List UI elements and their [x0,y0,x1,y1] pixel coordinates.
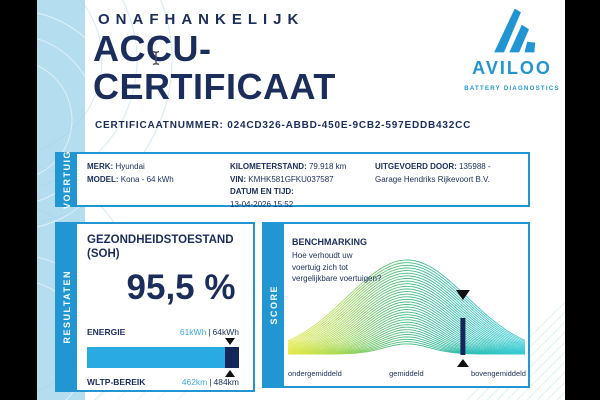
vehicle-field-datum-value: 13-04-2026 15:52 [230,199,294,209]
x-label-bovengemiddeld: bovengemiddeld [470,369,526,378]
letterbox-right [565,0,600,400]
results-tab-label: RESULTATEN [62,270,72,344]
document-title-line2: CERTIFICAAT [93,66,336,107]
vehicle-tab-strip [57,150,77,210]
results-tab-strip [57,224,77,390]
energy-row [87,327,239,337]
vehicle-field-merk: MERK: Hyundai [87,162,145,171]
energy-bar-fill [87,347,225,368]
letterbox-left [0,0,37,400]
energy-values: 61kWh | 64kWh [179,327,239,337]
vehicle-field-uitgevoerd: UITGEVOERD DOOR: 135988 - Garage Hendriks Rijkevoort B.V. [375,162,491,184]
energy-label: ENERGIE [87,327,126,337]
x-label-ondergemiddeld: ondergemiddeld [288,369,342,378]
vehicle-field-kilometerstand: KILOMETERSTAND: 79.918 km [230,162,347,171]
certificate-number-label: CERTIFICAATNUMMER: [95,120,224,131]
document-kicker: ONAFHANKELIJK [98,11,305,28]
certificate-number [95,120,471,131]
x-label-gemiddeld: gemiddeld [389,369,424,378]
vehicle-field-model: MODEL: Kona - 64 kWh [87,174,174,184]
score-panel [262,222,530,388]
vehicle-field-vin: VIN: KMHK581GFKU037587 [230,174,334,184]
range-row [87,377,239,387]
vehicle-tab-label: VOERTUIG [62,150,72,210]
benchmark-question: Hoe verhoudt uw voertuig zich tot vergelijkbare voertuigen? [292,251,382,283]
results-panel [55,222,255,392]
soh-value: 95,5 % [126,268,236,307]
vehicle-field-datum-label: DATUM EN TIJD: [230,187,294,196]
aviloo-mountain-icon [483,6,541,56]
vehicle-column-2 [230,161,346,211]
benchmark-x-labels [288,369,526,378]
vehicle-column-1 [87,161,174,186]
range-label: WLTP-BEREIK [87,377,146,387]
aviloo-tagline: BATTERY DIAGNOSTICS [464,86,560,92]
aviloo-brand-text: AVILOO [472,58,552,78]
bar-marker-down-icon [225,338,235,345]
energy-bar [87,347,239,368]
vehicle-panel [55,150,530,210]
battery-meter [87,326,239,388]
text-cursor-icon [151,50,161,66]
score-tab-label: SCORE [269,285,279,325]
aviloo-logo [442,6,565,92]
vehicle-column-3 [375,161,517,186]
certificate-number-value: 024CD326-ABBD-450E-9CB2-597EDDB432CC [227,120,472,131]
benchmark-title: BENCHMARKING [292,237,367,247]
score-tab-strip [264,224,284,386]
document-title-line1: ACCU- [93,28,212,69]
bar-marker-up-icon [225,370,235,377]
soh-title: GEZONDHEIDSTOESTAND (SOH) [87,234,234,260]
certificate-page [37,0,565,400]
range-values: 462km | 484km [181,377,239,387]
